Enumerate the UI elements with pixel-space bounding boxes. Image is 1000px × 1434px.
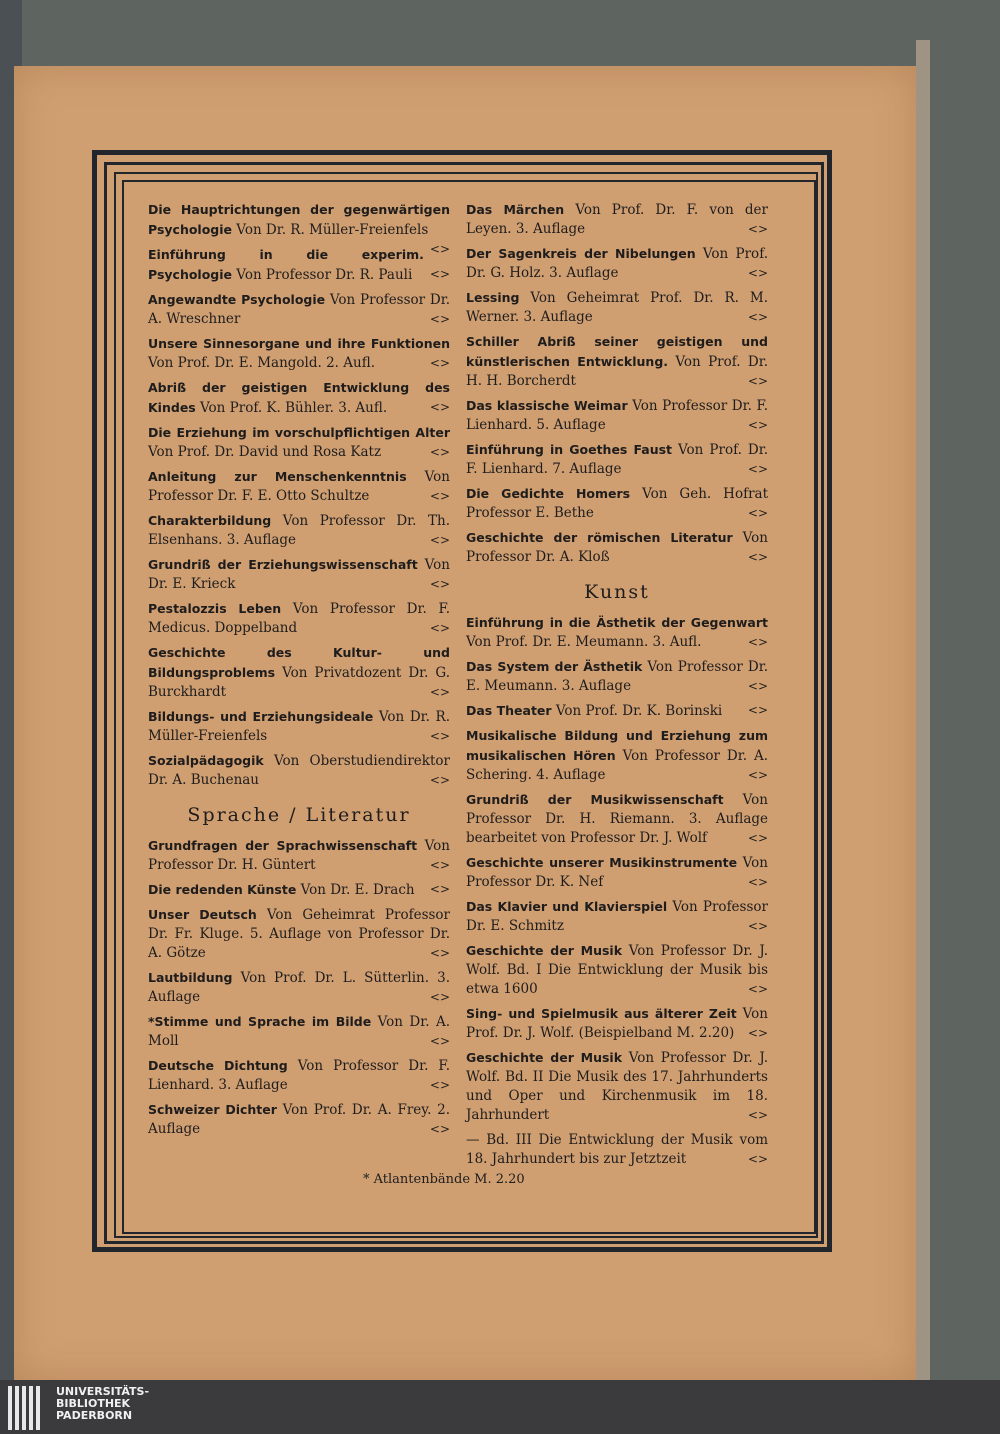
entry-title: Unsere Sinnesorgane und ihre Funktionen [148,336,450,351]
entry-title: Musikalische Bildung und Erziehung zum musikalischen Hören [466,728,768,763]
catalog-entry [148,643,450,702]
catalog-entry [148,200,450,256]
entry-author: Von Prof. Dr. J. Wolf. (Beispielband M. 2.20) [466,1006,768,1041]
entry-mark-icon: <> [429,267,450,281]
entry-author: Von Dr. R. Müller-Freienfels [148,709,450,744]
entry-author: Von Dr. E. Krieck [148,557,450,592]
entry-mark-icon: <> [429,242,450,256]
entry-mark-icon: <> [747,1026,768,1040]
catalog-entry [148,880,450,900]
entry-title: Anleitung zur Menschenkenntnis [148,469,407,484]
library-logo-mark [8,1386,48,1430]
entry-author: Von Prof. Dr. E. Meumann. 3. Aufl. [466,634,702,650]
entry-author: Von Prof. Dr. L. Sütterlin. 3. Auflage [148,970,450,1005]
catalog-entry [466,853,768,892]
catalog-entry [466,1130,768,1169]
entry-title: Charakterbildung [148,513,272,528]
catalog-entry [466,726,768,785]
catalog-entry [148,1056,450,1095]
entry-title: Abriß der geistigen Entwicklung des Kindes [148,380,450,415]
entry-mark-icon: <> [429,489,450,503]
entry-title: Bildungs- und Erziehungsideale [148,709,374,724]
entry-title: Schweizer Dichter [148,1102,277,1117]
catalog-entry [148,467,450,506]
entry-title: Das Theater [466,703,552,718]
entry-author: Von Prof. Dr. K. Borinski [551,703,723,719]
catalog-entry [466,941,768,999]
entry-author: Von Professor Dr. K. Nef [466,855,769,890]
entry-author: Von Dr. E. Drach [296,882,415,898]
entry-mark-icon: <> [747,1108,768,1122]
entry-author: Von Professor Dr. E. Meumann. 3. Auflage [466,659,768,694]
entry-mark-icon: <> [429,1034,450,1048]
entry-mark-icon: <> [747,1152,768,1166]
entry-title: Der Sagenkreis der Nibelungen [466,246,696,261]
entry-mark-icon: <> [429,445,450,459]
entry-mark-icon: <> [747,679,768,693]
entry-title: Lessing [466,290,520,305]
entry-title: Grundriß der Erziehungswissenschaft [148,557,418,572]
entry-mark-icon: <> [747,919,768,933]
entry-mark-icon: <> [747,703,768,717]
entry-mark-icon: <> [429,729,450,743]
left-column [148,200,450,1144]
entry-author: Von Professor Dr. H. Güntert [148,838,451,873]
catalog-entry [148,334,450,373]
entry-author: Von Prof. Dr. A. Frey. 2. Auflage [148,1102,450,1137]
entry-mark-icon: <> [747,310,768,324]
entry-mark-icon: <> [747,418,768,432]
catalog-entry [466,1048,768,1125]
entry-title: Geschichte unserer Musikinstrumente [466,855,738,870]
catalog-entry [148,599,450,638]
catalog-entry [148,1100,450,1139]
entry-mark-icon: <> [429,400,450,414]
entry-author: Von Professor Dr. A. Schering. 4. Auflage [466,748,768,783]
entry-title: Lautbildung [148,970,233,985]
catalog-entry [148,1012,450,1051]
entry-title: Angewandte Psychologie [148,292,326,307]
entry-mark-icon: <> [747,635,768,649]
catalog-entry [148,707,450,746]
entry-author: Von Oberstudiendirektor Dr. A. Buchenau [148,753,450,788]
catalog-entry [466,897,768,936]
entry-author: Von Professor Dr. F. E. Otto Schultze [148,469,450,504]
catalog-entry [466,440,768,479]
entry-mark-icon: <> [747,550,768,564]
entry-author: Von Geheimrat Prof. Dr. R. M. Werner. 3. Auflage [466,290,768,325]
entry-title: Die Gedichte Homers [466,486,631,501]
entry-mark-icon: <> [429,533,450,547]
entry-mark-icon: <> [429,685,450,699]
entry-author: Von Prof. Dr. H. H. Borcherdt [466,354,768,389]
entry-title: Die redenden Künste [148,882,297,897]
catalog-entry [466,200,768,239]
entry-title: Das klassische Weimar [466,398,628,413]
footnote: * Atlantenbände M. 2.20 [363,1172,525,1187]
library-logo [8,1386,158,1430]
entry-mark-icon: <> [429,312,450,326]
catalog-entry [466,484,768,523]
catalog-entry [466,613,768,652]
entry-author: Von Professor Dr. A. Wreschner [148,292,450,327]
entry-title: Schiller Abriß seiner geistigen und künstlerischen Entwicklung. [466,334,768,369]
entry-mark-icon: <> [429,1078,450,1092]
entry-author: Von Prof. K. Bühler. 3. Aufl. [195,400,388,416]
entry-title: Geschichte der Musik [466,943,623,958]
left-entry-list [148,200,450,790]
entry-author: — Bd. III Die Entwicklung der Musik vom 18. Jahrhundert bis zur Jetztzeit [466,1132,768,1167]
library-logo-line-2: BIBLIOTHEK [56,1397,131,1410]
entry-title: Geschichte der Musik [466,1050,623,1065]
entry-author: Von Professor Dr. A. Kloß [466,530,768,565]
catalog-entry [148,511,450,550]
entry-author: Von Professor Dr. F. Lienhard. 3. Auflage [148,1058,450,1093]
catalog-entry [466,396,768,435]
entry-author: Von Prof. Dr. E. Mangold. 2. Aufl. [148,355,375,371]
entry-title: Das Klavier und Klavierspiel [466,899,668,914]
catalog-entry [148,423,450,462]
catalog-entry [148,290,450,329]
entry-title: *Stimme und Sprache im Bilde [148,1014,372,1029]
entry-mark-icon: <> [747,462,768,476]
entry-mark-icon: <> [747,222,768,236]
entry-mark-icon: <> [429,356,450,370]
entry-mark-icon: <> [747,875,768,889]
catalog-entry [148,905,450,963]
entry-title: Das System der Ästhetik [466,659,643,674]
entry-mark-icon: <> [747,982,768,996]
entry-author: Von Professor Dr. F. Medicus. Doppelband [148,601,450,636]
entry-title: Geschichte der römischen Literatur [466,530,733,545]
entry-title: Geschichte des Kultur- und Bildungsproblems [148,645,450,680]
entry-title: Das Märchen [466,202,565,217]
entry-author: Von Geheimrat Professor Dr. Fr. Kluge. 5. Auflage von Professor Dr. A. Götze [148,907,451,961]
catalog-entry [466,244,768,283]
left-entry-list-2 [148,836,450,1139]
catalog-entry [466,332,768,391]
entry-mark-icon: <> [747,506,768,520]
library-logo-text [56,1386,149,1422]
entry-author: Von Privatdozent Dr. G. Burckhardt [148,665,450,700]
catalog-entry [466,790,768,848]
entry-mark-icon: <> [429,1122,450,1136]
right-entry-list [466,200,768,567]
library-logo-line-3: PADERBORN [56,1409,133,1422]
page-edge [916,40,930,1380]
entry-title: Grundriß der Musikwissenschaft [466,792,724,807]
entry-mark-icon: <> [747,266,768,280]
catalog-entry [466,657,768,696]
catalog-entry [466,1004,768,1043]
entry-mark-icon: <> [429,773,450,787]
catalog-entry [466,288,768,327]
section-heading-sprache-literatur: Sprache / Literatur [187,804,411,826]
entry-title: Sozialpädagogik [148,753,264,768]
entry-author: Von Professor Dr. H. Riemann. 3. Auflage bearbeitet von Professor Dr. J. Wolf [466,792,769,846]
entry-author: Von Prof. Dr. F. von der Leyen. 3. Auflage [466,202,769,237]
entry-title: Die Hauptrichtungen der gegenwärtigen Psychologie [148,202,450,237]
entry-mark-icon: <> [747,831,768,845]
catalog-entry [148,836,450,875]
section-heading-kunst: Kunst [584,581,650,603]
catalog-entry [148,555,450,594]
entry-author: Von Prof. Dr. G. Holz. 3. Auflage [466,246,768,281]
catalog-entry [466,528,768,567]
catalog-entry [148,245,450,285]
entry-mark-icon: <> [429,858,450,872]
library-logo-line-1: UNIVERSITÄTS- [56,1385,150,1398]
entry-title: Die Erziehung im vorschulpflichtigen Alter [148,425,450,440]
entry-mark-icon: <> [429,946,450,960]
entry-mark-icon: <> [429,621,450,635]
entry-author: Von Professor Dr. R. Pauli [232,267,413,283]
entry-mark-icon: <> [429,990,450,1004]
entry-author: Von Professor Dr. F. Lienhard. 5. Auflage [466,398,769,433]
entry-mark-icon: <> [747,374,768,388]
catalog-entry [148,968,450,1007]
entry-title: Sing- und Spielmusik aus älterer Zeit [466,1006,737,1021]
right-entry-list-2 [466,613,768,1169]
entry-mark-icon: <> [429,882,450,896]
entry-mark-icon: <> [747,768,768,782]
catalog-entry [466,701,768,721]
entry-title: Deutsche Dichtung [148,1058,288,1073]
entry-mark-icon: <> [429,577,450,591]
entry-author: Von Dr. R. Müller-Freienfels [232,222,429,238]
entry-author: Von Prof. Dr. David und Rosa Katz [148,444,382,460]
entry-title: Einführung in die experim. Psychologie [148,247,424,282]
entry-title: Grundfragen der Sprachwissenschaft [148,838,418,853]
entry-title: Unser Deutsch [148,907,257,922]
catalog-content [148,200,772,1200]
entry-title: Pestalozzis Leben [148,601,282,616]
entry-author: Von Professor Dr. E. Schmitz [466,899,768,934]
entry-author: Von Professor Dr. J. Wolf. Bd. II Die Musik des 17. Jahrhunderts und Oper und Kirchenmusik im 18. Jahrhundert [466,1050,769,1123]
entry-title: Einführung in Goethes Faust [466,442,673,457]
entry-author: Von Geh. Hofrat Professor E. Bethe [466,486,768,521]
entry-author: Von Prof. Dr. F. Lienhard. 7. Auflage [466,442,769,477]
entry-author: Von Professor Dr. Th. Elsenhans. 3. Auflage [148,513,450,548]
catalog-entry [148,751,450,790]
entry-title: Einführung in die Ästhetik der Gegenwart [466,615,768,630]
catalog-entry [148,378,450,418]
entry-author: Von Professor Dr. J. Wolf. Bd. I Die Entwicklung der Musik bis etwa 1600 [466,943,769,997]
right-column [466,200,768,1174]
entry-author: Von Dr. A. Moll [148,1014,450,1049]
